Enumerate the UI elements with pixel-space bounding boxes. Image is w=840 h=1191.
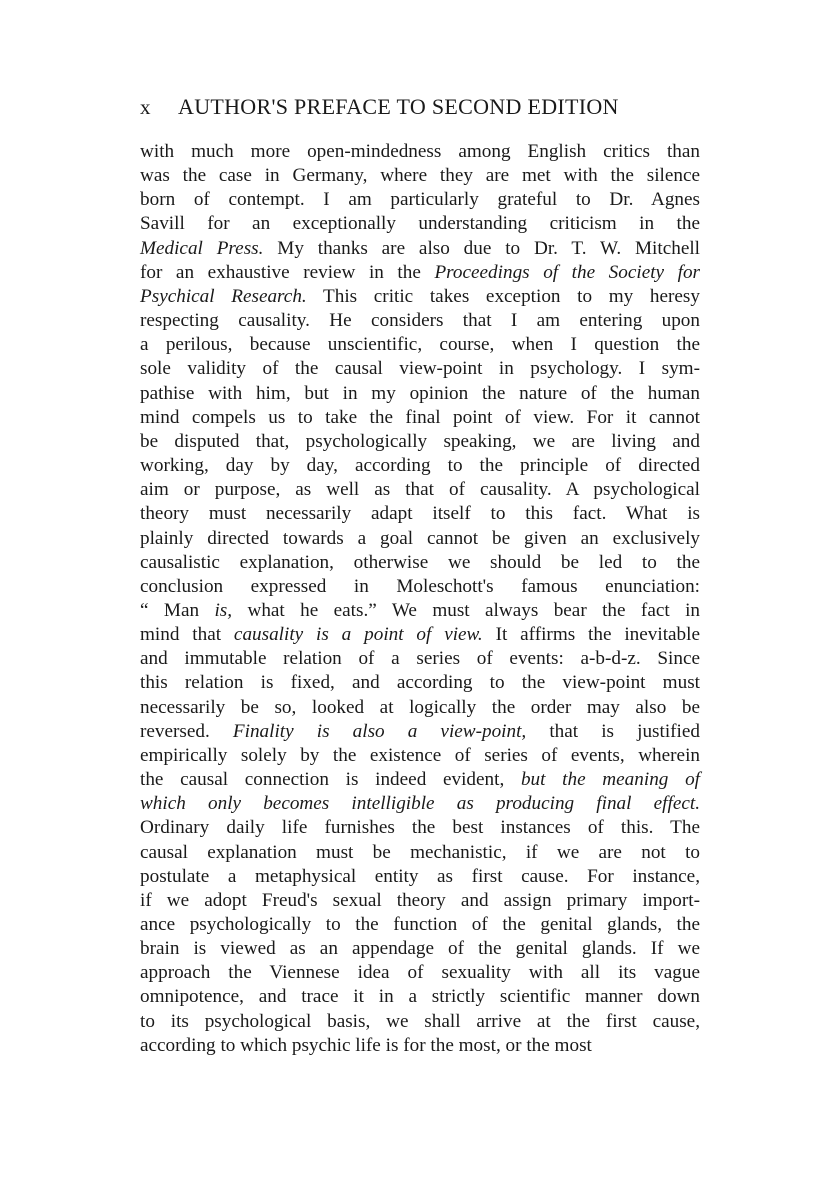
text-run: this relation is fixed, and according to the view-point must xyxy=(140,672,700,694)
text-line xyxy=(140,164,700,188)
text-line xyxy=(140,647,700,671)
text-line xyxy=(140,237,700,261)
text-line xyxy=(140,599,700,623)
text-run: born of contempt. I am particularly grateful to Dr. Agnes xyxy=(140,189,700,211)
text-line xyxy=(140,406,700,430)
text-run: and immutable relation of a series of events: a-b-d-z. Since xyxy=(140,648,700,670)
text-run: respecting causality. He considers that I am entering upon xyxy=(140,310,700,332)
text-line xyxy=(140,937,700,961)
text-run: conclusion expressed in Moleschott's famous enunciation: xyxy=(140,575,700,597)
text-run: working, day by day, according to the principle of directed xyxy=(140,455,700,477)
text-line xyxy=(140,889,700,913)
text-run: aim or purpose, as well as that of causality. A psychological xyxy=(140,479,700,501)
text-run: brain is viewed as an appendage of the genital glands. If we xyxy=(140,938,700,960)
text-line xyxy=(140,671,700,695)
text-run: theory must necessarily adapt itself to this fact. What is xyxy=(140,503,700,525)
text-line xyxy=(140,1010,700,1034)
text-line xyxy=(140,478,700,502)
italic-run: Medical Press. xyxy=(140,237,264,259)
italic-run: causality is a point of view. xyxy=(233,624,483,646)
text-run: that is justified xyxy=(526,720,700,742)
text-run: to its psychological basis, we shall arrive at the first cause, xyxy=(140,1010,700,1032)
text-run: “ Man xyxy=(140,599,215,621)
text-run: if we adopt Freud's sexual theory and assign primary import- xyxy=(140,889,700,911)
text-line xyxy=(140,285,700,309)
running-title: AUTHOR'S PREFACE TO SECOND EDITION xyxy=(178,94,619,119)
text-line xyxy=(140,575,700,599)
text-run: This critic takes exception to my heresy xyxy=(306,285,700,307)
text-line xyxy=(140,333,700,357)
text-line xyxy=(140,430,700,454)
text-run: what he eats.” We must always bear the fact in xyxy=(232,599,700,621)
text-line xyxy=(140,309,700,333)
text-line xyxy=(140,502,700,526)
text-run: was the case in Germany, where they are met with the silence xyxy=(140,165,700,187)
text-line xyxy=(140,913,700,937)
text-run: necessarily be so, looked at logically the order may also be xyxy=(140,696,700,718)
text-line xyxy=(140,551,700,575)
text-line xyxy=(140,212,700,236)
text-run: sole validity of the causal view-point in psychology. I sym- xyxy=(140,358,700,380)
text-line xyxy=(140,1034,700,1058)
text-line xyxy=(140,696,700,720)
text-run: according to which psychic life is for the most, or the most xyxy=(140,1034,592,1056)
italic-run: Finality is also a view-point, xyxy=(232,720,527,742)
text-line xyxy=(140,744,700,768)
text-line xyxy=(140,261,700,285)
text-run: causalistic explanation, otherwise we should be led to the xyxy=(140,551,700,573)
text-run: with much more open-mindedness among English critics than xyxy=(140,141,700,162)
italic-run: is, xyxy=(214,599,233,621)
text-line xyxy=(140,768,700,792)
body-text xyxy=(140,140,700,1058)
text-run: approach the Viennese idea of sexuality with all its vague xyxy=(140,962,700,984)
text-line xyxy=(140,865,700,889)
text-line xyxy=(140,527,700,551)
text-run: postulate a metaphysical entity as first cause. For instance, xyxy=(140,865,700,887)
text-run: ance psychologically to the function of the genital glands, the xyxy=(140,914,700,935)
text-line xyxy=(140,188,700,212)
text-line xyxy=(140,816,700,840)
text-line xyxy=(140,961,700,985)
text-line xyxy=(140,720,700,744)
text-line xyxy=(140,454,700,478)
text-run: Savill for an exceptionally understanding criticism in the xyxy=(140,213,700,235)
text-run: omnipotence, and trace it in a strictly scientific manner down xyxy=(140,986,700,1008)
text-run: causal explanation must be mechanistic, if we are not to xyxy=(140,841,700,863)
text-run: empirically solely by the existence of series of events, wherein xyxy=(140,744,700,766)
text-line xyxy=(140,985,700,1009)
text-line xyxy=(140,382,700,406)
running-header xyxy=(140,94,700,134)
text-run: mind that xyxy=(140,624,234,646)
text-line xyxy=(140,841,700,865)
text-run: My thanks are also due to Dr. T. W. Mitchell xyxy=(263,237,700,259)
italic-run: Psychical Research. xyxy=(140,285,307,307)
text-run: be disputed that, psychologically speaking, we are living and xyxy=(140,430,700,452)
italic-run: Proceedings of the Society for xyxy=(434,261,701,283)
text-run: reversed. xyxy=(140,720,233,742)
text-run: plainly directed towards a goal cannot be given an exclusively xyxy=(140,527,700,549)
text-run: It affirms the inevitable xyxy=(482,624,700,646)
text-line xyxy=(140,357,700,381)
page-number: x xyxy=(140,95,151,119)
text-line xyxy=(140,140,700,164)
italic-run: which only becomes intelligible as producing final effect. xyxy=(140,793,700,815)
text-run: mind compels us to take the final point of view. For it cannot xyxy=(140,406,700,428)
text-run: a perilous, because unscientific, course, when I question the xyxy=(140,334,700,356)
italic-run: but the meaning of xyxy=(520,769,700,791)
text-run: for an exhaustive review in the xyxy=(140,261,435,283)
text-run: the causal connection is indeed evident, xyxy=(140,769,521,791)
text-line xyxy=(140,623,700,647)
text-run: pathise with him, but in my opinion the nature of the human xyxy=(140,382,700,404)
text-run: Ordinary daily life furnishes the best instances of this. The xyxy=(140,817,700,839)
book-page xyxy=(140,94,700,1058)
text-line xyxy=(140,792,700,816)
